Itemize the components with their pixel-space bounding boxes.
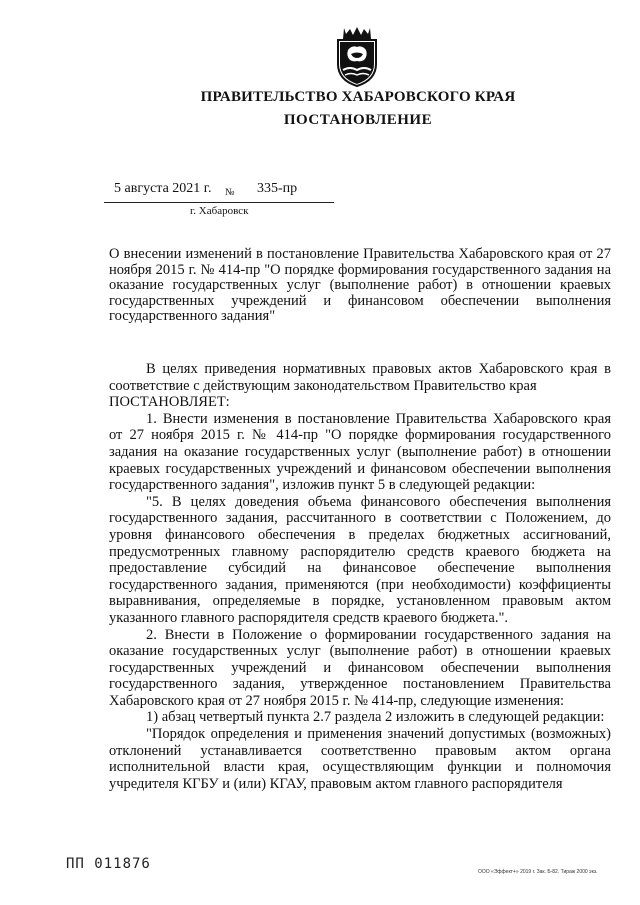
government-title: ПРАВИТЕЛЬСТВО ХАБАРОВСКОГО КРАЯ <box>200 89 516 105</box>
document-number: 335-пр <box>257 181 298 196</box>
body-paragraph: 1) абзац четвертый пункта 2.7 раздела 2 изложить в следующей редакции: <box>146 709 605 726</box>
printer-imprint: ООО «Эффект+» 2019 г. Зак. Б-82. Тираж 2000 экз. <box>478 869 598 875</box>
number-sign: № <box>225 187 235 198</box>
resolution-keyword: ПОСТАНОВЛЯЕТ: <box>109 394 230 411</box>
body-paragraph: "Порядок определения и применения значений допустимых (возможных) отклонений устанавливается соответственно правовым актом органа исполнительной власти края, осуществляющим функции и полномочия учредителя КГБУ и (или) КГАУ, правовым актом главного распорядителя <box>109 726 611 792</box>
document-city: г. Хабаровск <box>190 205 249 217</box>
document-subject: О внесении изменений в постановление Правительства Хабаровского края от 27 ноября 2015 г. № 414-пр "О порядке формирования государственного задания на оказание государственных услуг (выполнение работ) в отношении краевых государственных учреждений и финансовом обеспечении выполнения государственного задания" <box>109 246 611 324</box>
date-number-line <box>104 180 334 203</box>
serial-number: ПП 011876 <box>66 856 151 872</box>
coat-of-arms-icon <box>330 24 384 88</box>
document-date: 5 августа 2021 г. <box>114 181 212 196</box>
body-paragraph: В целях приведения нормативных правовых актов Хабаровского края в соответствие с действующим законодательством Правительство края <box>109 361 611 394</box>
body-paragraph: "5. В целях доведения объема финансового обеспечения выполнения государственного задания, рассчитанного в соответствии с Положением, до уровня финансового обеспечения в пределах бюджетных ассигнований, предусмотренных главному распорядителю средств краевого бюджета на предоставление субсидий на финансовое обеспечение выполнения государственного задания, применяются (при необходимости) коэффициенты выравнивания, определяемые в порядке, установленном правовым актом указанного главного распорядителя средств краевого бюджета.". <box>109 493 611 626</box>
body-paragraph: 1. Внести изменения в постановление Правительства Хабаровского края от 27 ноября 2015 г. № 414-пр "О порядке формирования государственного задания на оказание государственных услуг (выполнение работ) в отношении краевых государственных учреждений и финансовом обеспечении выполнения государственного задания", изложив пункт 5 в следующей редакции: <box>109 410 611 494</box>
document-body <box>109 361 611 792</box>
document-type: ПОСТАНОВЛЕНИЕ <box>283 112 433 128</box>
body-paragraph: 2. Внести в Положение о формировании государственного задания на оказание государственных услуг (выполнение работ) в отношении краевых государственных учреждений и финансовом обеспечении выполнения государственного задания, утвержденное постановлением Правительства Хабаровского края от 27 ноября 2015 г. № 414-пр, следующие изменения: <box>109 626 611 709</box>
